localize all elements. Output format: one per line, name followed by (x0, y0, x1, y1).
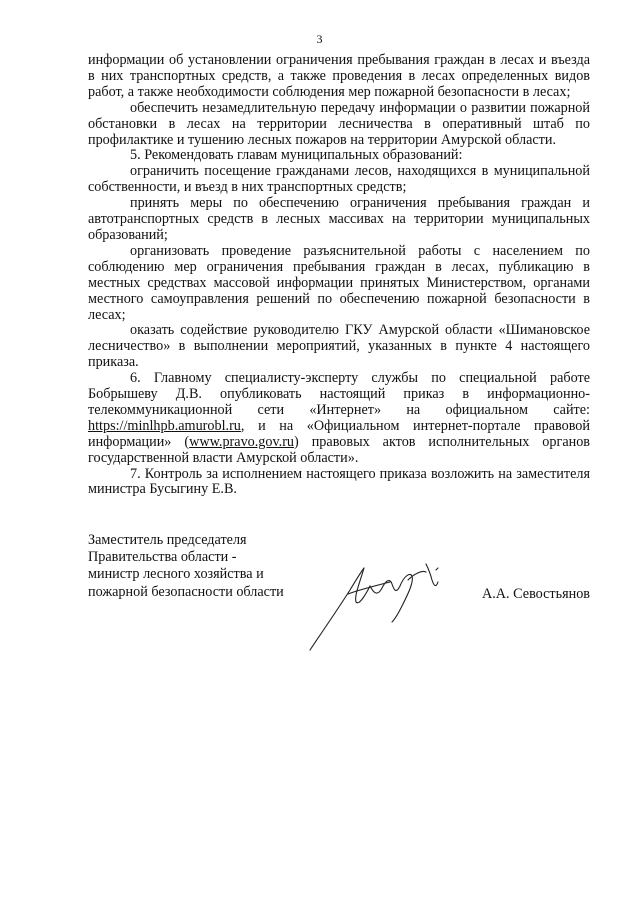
signatory-title-line: Заместитель председателя (88, 532, 247, 548)
signatory-title-line: Правительства области - (88, 549, 237, 566)
paragraph: информации об установлении ограничения пребывания граждан в лесах и въезда в них транспортных средств, а также проведения в лесах определенных видов работ, а также необходимости соблюдения мер пожарной безопасности в лесах; (88, 52, 590, 100)
paragraph-text: , и на «Официальном интернет-портале правовой информации» ( (88, 417, 590, 450)
paragraph-text: ) правовых актов исполнительных органов государственной власти Амурской области». (88, 433, 591, 466)
paragraph: принять меры по обеспечению ограничения пребывания граждан и автотранспортных средств в лесных массивах на территории муниципальных образований; (88, 195, 590, 243)
paragraph-text: 6. Главному специалисту-эксперту службы по специальной работе Бобрышеву Д.В. опубликовать настоящий приказ в информационно-телекоммуникационной сети «Интернет» на официальном сайте: (88, 370, 590, 418)
paragraph: обеспечить незамедлительную передачу информации о развитии пожарной обстановки в лесах на территории лесничества в оперативный штаб по профилактике и тушению лесных пожаров на территории Амурской области. (88, 99, 590, 148)
paragraph (88, 371, 590, 466)
paragraph: ограничить посещение гражданами лесов, находящихся в муниципальной собственности, и въезд в них транспортных средств; (88, 163, 590, 196)
signatory-title-line: министр лесного хозяйства и (88, 566, 264, 583)
paragraph: организовать проведение разъяснительной работы с населением по соблюдению мер ограничения пребывания граждан в лесах, публикацию в местных средствах массовой информации принятых Министерством, органами местного самоуправления решений по обеспечению пожарной безопасности в лесах; (88, 242, 590, 323)
signer-name: А.А. Севостьянов (482, 586, 590, 602)
ministry-site-link[interactable]: https://minlhpb.amurobl.ru (88, 417, 241, 434)
handwritten-signature (298, 550, 498, 660)
pravo-portal-link[interactable]: www.pravo.gov.ru (189, 433, 295, 450)
signatory-title (88, 532, 284, 601)
paragraph: оказать содействие руководителю ГКУ Амурской области «Шимановское лесничество» в выполнении мероприятий, указанных в пункте 4 настоящего приказа. (88, 322, 590, 371)
signatory-title-line: пожарной безопасности области (88, 583, 284, 600)
paragraph: 7. Контроль за исполнением настоящего приказа возложить на заместителя министра Бусыгину Е.В. (88, 465, 590, 498)
paragraph: 5. Рекомендовать главам муниципальных образований: (130, 147, 463, 164)
page-number: 3 (316, 32, 323, 46)
document-body (88, 53, 590, 498)
